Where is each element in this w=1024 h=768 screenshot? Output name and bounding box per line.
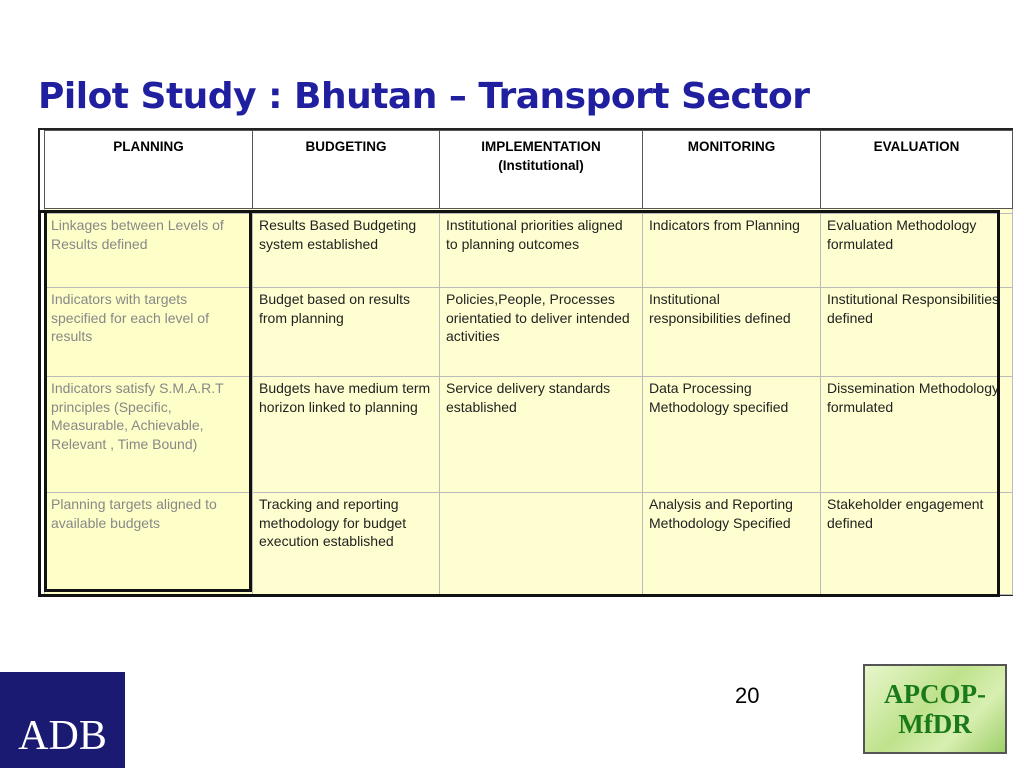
header-planning: PLANNING [45,131,253,209]
cell-monitoring: Indicators from Planning [643,214,821,288]
cell-evaluation: Institutional Responsibilities defined [821,288,1013,377]
header-evaluation: EVALUATION [821,131,1013,209]
cell-implementation: Policies,People, Processes orientatied to deliver intended activities [440,288,643,377]
cell-planning: Planning targets aligned to available budgets [45,493,253,595]
header-monitoring: MONITORING [643,131,821,209]
planning-column-highlight [44,210,252,592]
cell-budgeting: Budget based on results from planning [253,288,440,377]
header-budgeting: BUDGETING [253,131,440,209]
header-row [45,131,1013,209]
header-implementation [440,131,643,209]
cell-planning: Linkages between Levels of Results defined [45,214,253,288]
adb-logo [0,672,125,768]
apcop-logo-line2: MfDR [898,709,972,739]
cell-budgeting: Tracking and reporting methodology for budget execution established [253,493,440,595]
cell-monitoring: Institutional responsibilities defined [643,288,821,377]
cell-budgeting: Budgets have medium term horizon linked to planning [253,377,440,493]
adb-logo-text: ADB [18,713,107,759]
cell-monitoring: Analysis and Reporting Methodology Specified [643,493,821,595]
apcop-mfdr-logo [863,664,1007,754]
apcop-logo-line1: APCOP- [884,679,986,709]
cell-implementation: Institutional priorities aligned to planning outcomes [440,214,643,288]
slide-title: Pilot Study : Bhutan – Transport Sector [38,76,810,117]
page-number: 20 [735,683,760,708]
cell-evaluation: Dissemination Methodology formulated [821,377,1013,493]
header-implementation-sublabel: (Institutional) [498,157,584,173]
cell-evaluation: Evaluation Methodology formulated [821,214,1013,288]
cell-planning: Indicators with targets specified for each level of results [45,288,253,377]
cell-budgeting: Results Based Budgeting system established [253,214,440,288]
cell-evaluation: Stakeholder engagement defined [821,493,1013,595]
header-implementation-label: IMPLEMENTATION [481,139,601,154]
cell-monitoring: Data Processing Methodology specified [643,377,821,493]
cell-implementation: Service delivery standards established [440,377,643,493]
cell-planning: Indicators satisfy S.M.A.R.T principles (Specific, Measurable, Achievable, Relevant , Time Bound) [45,377,253,493]
